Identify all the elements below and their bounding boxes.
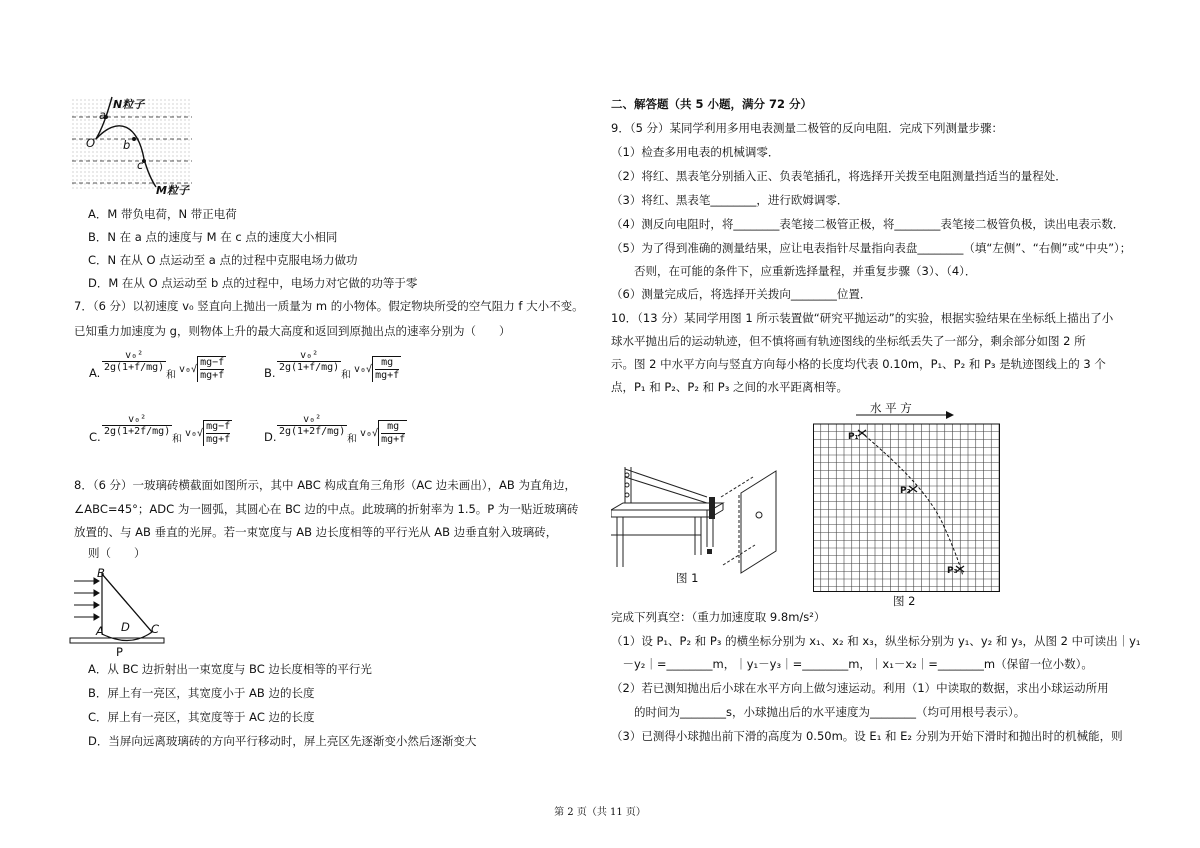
q7-option-a-root: v₀√ $\frac{mg-f}{mg+f}$ xyxy=(179,357,225,381)
q10-line-3: 点，P₁ 和 P₂、P₂ 和 P₃ 之间的水平距离相等。 xyxy=(611,380,848,394)
figure-1-apparatus xyxy=(611,455,781,575)
figure-c-label: c xyxy=(137,158,144,172)
q6-option-b: B．N 在 a 点的速度与 M 在 c 点的速度大小相同 xyxy=(88,230,338,244)
q6-option-d: D．M 在从 O 点运动至 b 点的过程中，电场力对它做的功等于零 xyxy=(88,276,418,290)
figure-1-label: 图 1 xyxy=(676,571,699,585)
q9-line-4: （4）测反向电阻时，将________表笔接二极管正极，将________表笔接二极管负极，读出电表示数． xyxy=(611,217,1125,231)
q9-line-2: （2）将红、黑表笔分别插入正、负表笔插孔，将选择开关拨至电阻测量挡适当的量程处． xyxy=(611,169,1067,183)
q10-fill-line-3: （2）若已测知抛出后小球在水平方向上做匀速运动。利用（1）中读取的数据，求出小球运动所用 xyxy=(611,681,1109,695)
glass-label-d: D xyxy=(121,620,130,634)
q9-line-3: （3）将红、黑表笔________，进行欧姆调零． xyxy=(611,193,849,207)
q6-option-a: A．M 带负电荷，N 带正电荷 xyxy=(88,207,237,221)
q10-fill-line-2: －y₂｜=________m，｜y₁－y₃｜=________m，｜x₁－x₂｜=________m（保留一位小数）。 xyxy=(611,657,1093,671)
q8-option-c: C．屏上有一亮区，其宽度等于 AC 边的长度 xyxy=(88,710,315,724)
q7-option-b-fraction: $\frac{\text{v₀²}}{2g(1+f/mg)}$ xyxy=(279,350,340,373)
q7-option-b-root: v₀√ $\frac{mg}{mg+f}$ xyxy=(354,357,400,381)
q7-option-d-fraction: $\frac{\text{v₀²}}{2g(1+2f/mg)}$ xyxy=(279,414,346,437)
q9-line-7: （6）测量完成后，将选择开关拨向________位置． xyxy=(611,287,872,301)
figure-b-label: b xyxy=(123,138,131,152)
q9-line-5: （5）为了得到准确的测量结果，应让电表指针尽量指向表盘________（填“左侧”、“右侧”或“中央”）； xyxy=(611,241,1132,255)
q7-option-c-and: 和 xyxy=(172,434,182,445)
figure-2-title: 水 平 方 xyxy=(870,401,912,415)
q7-option-a-fraction: $\frac{\text{v₀²}}{2g(1+f/mg)}$ xyxy=(104,350,165,373)
q6-option-c: C．N 在从 O 点运动至 a 点的过程中克服电场力做功 xyxy=(88,253,358,267)
figure-n-label: N粒子 xyxy=(113,98,145,111)
q7-option-d-root: v₀√ $\frac{mg}{mg+f}$ xyxy=(360,421,406,445)
q8-option-d: D．当屏向远离玻璃砖的方向平行移动时，屏上亮区先逐渐变小然后逐渐变大 xyxy=(88,734,477,748)
section-title: 二、解答题（共 5 小题，满分 72 分） xyxy=(611,97,813,111)
figure-glass-brick xyxy=(68,566,178,656)
figure-2-p2-label: P₂ xyxy=(900,486,911,496)
q7-option-d-and: 和 xyxy=(347,434,357,445)
q7-option-a-and: 和 xyxy=(166,370,176,381)
figure-2-label: 图 2 xyxy=(893,594,916,608)
q7-option-c-fraction: $\frac{\text{v₀²}}{2g(1+2f/mg)}$ xyxy=(104,414,171,437)
q8-stem-line4: 则（ ） xyxy=(88,546,146,560)
q10-fill-line-5: （3）已测得小球抛出前下滑的高度为 0.50m。设 E₁ 和 E₂ 分别为开始下滑时和抛出时的机械能，则 xyxy=(611,729,1123,743)
q10-line-0: 10．（13 分）某同学用图 1 所示装置做“研究平抛运动”的实验，根据实验结果在坐标纸上描出了小 xyxy=(611,311,1114,325)
figure-m-label: M粒子 xyxy=(156,184,189,197)
q7-option-a-letter: A. xyxy=(89,366,101,380)
q10-line-2: 示。图 2 中水平方向与竖直方向每小格的长度均代表 0.10m，P₁、P₂ 和 P₃ 是轨迹图线上的 3 个 xyxy=(611,357,1106,371)
q10-fill-line-4: 的时间为________s，小球抛出后的水平速度为________（均可用根号表示）。 xyxy=(611,705,1026,719)
q7-stem-line1: 7．（6 分）以初速度 v₀ 竖直向上抛出一质量为 m 的小物体。假定物块所受的空气阻力 f 大小不变。 xyxy=(74,299,584,313)
figure-a-label: a xyxy=(99,108,107,122)
q8-option-b: B．屏上有一亮区，其宽度小于 AB 边的长度 xyxy=(88,686,315,700)
q10-fill-line-0: 完成下列真空：（重力加速度取 9.8m/s²） xyxy=(611,610,826,624)
q9-line-0: 9．（5 分）某同学利用多用电表测量二极管的反向电阻．完成下列测量步骤： xyxy=(611,121,1004,135)
q7-option-b-and: 和 xyxy=(341,370,351,381)
figure-2-p3-label: P₃ xyxy=(947,566,958,576)
q7-option-d-letter: D. xyxy=(264,430,277,444)
figure-2-title-arrow xyxy=(856,410,956,420)
glass-label-c: C xyxy=(151,622,160,636)
q8-stem-line1: 8．（6 分）一玻璃砖横截面如图所示，其中 ABC 构成直角三角形（AC 边未画出），AB 为直角边， xyxy=(74,478,576,492)
q7-option-c-root: v₀√ $\frac{mg-f}{mg+f}$ xyxy=(185,421,231,445)
glass-label-a: A xyxy=(96,624,104,638)
q8-stem-line2: ∠ABC=45°；ADC 为一圆弧，其圆心在 BC 边的中点。此玻璃的折射率为 1.5。P 为一贴近玻璃砖 xyxy=(74,502,579,516)
q7-option-b-letter: B. xyxy=(264,366,276,380)
q10-line-1: 球水平抛出后的运动轨迹，但不慎将画有轨迹图线的坐标纸丢失了一部分，剩余部分如图 2 所 xyxy=(611,334,1086,348)
q9-line-6: 否则，在可能的条件下，应重新选择量程，并重复步骤（3）、（4）． xyxy=(611,264,977,278)
q8-stem-line3: 放置的、与 AB 垂直的光屏。若一束宽度与 AB 边长度相等的平行光从 AB 边垂直射入玻璃砖， xyxy=(74,525,558,539)
q8-option-a: A．从 BC 边折射出一束宽度与 BC 边长度相等的平行光 xyxy=(88,662,372,676)
q9-line-1: （1）检查多用电表的机械调零． xyxy=(611,145,780,159)
q7-stem-line2: 已知重力加速度为 g，则物体上升的最大高度和返回到原抛出点的速率分别为（ ） xyxy=(74,324,511,338)
figure-2-grid xyxy=(813,420,1000,592)
q7-option-c-letter: C. xyxy=(89,430,101,444)
glass-label-b: B xyxy=(97,566,105,580)
glass-label-p: P xyxy=(116,645,123,659)
figure-2-p1-label: P₁ xyxy=(848,432,859,442)
q10-fill-line-1: （1）设 P₁、P₂ 和 P₃ 的横坐标分别为 x₁、x₂ 和 x₃，纵坐标分别为 y₁、y₂ 和 y₃，从图 2 中可读出｜y₁ xyxy=(611,634,1141,648)
page-footer: 第 2 页（共 11 页） xyxy=(554,807,646,818)
figure-o-label: O xyxy=(86,136,96,150)
